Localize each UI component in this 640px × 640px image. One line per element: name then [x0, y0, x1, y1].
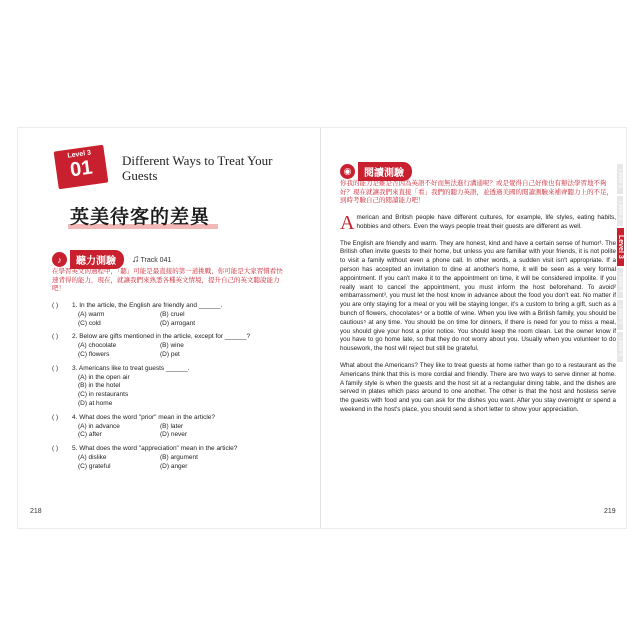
- answer-option: (C) grateful: [78, 462, 111, 470]
- level-tab[interactable]: Level 4: [617, 268, 623, 298]
- page-gutter: [320, 128, 321, 528]
- listening-heading: 聽力測驗: [70, 250, 124, 269]
- reading-section-header: [340, 162, 412, 181]
- lesson-title-en: Different Ways to Treat Your Guests: [122, 153, 273, 183]
- answer-option: (C) flowers: [78, 350, 110, 358]
- question-row: [52, 365, 282, 374]
- answer-option: (D) never: [160, 431, 188, 439]
- reading-paragraph: [340, 240, 616, 354]
- listening-instructions: 在學習英文的過程中，「聽」可能是最直接的第一道挑戰，你可能是大家習慣看快速背得的能力，現在，就讓我們來熟悉各種英文情境，提升自己的英文聽說能力吧！: [52, 268, 283, 292]
- option-list: [52, 454, 282, 472]
- level-badge: [54, 145, 109, 190]
- drop-cap: A: [340, 212, 355, 234]
- level-tab[interactable]: Level 5: [617, 300, 623, 330]
- question-text: 2. Below are gifts mentioned in the article, except for ______?: [72, 333, 251, 341]
- answer-option: (D) arrogant: [160, 319, 196, 327]
- reading-paragraph: [340, 214, 616, 232]
- answer-blank: ( ): [52, 333, 59, 341]
- listening-icon: ♪: [52, 252, 67, 267]
- question-text: 1. In the article, the English are friendly and ______.: [72, 302, 223, 309]
- track-number: Track 041: [140, 257, 172, 264]
- answer-blank: ( ): [52, 413, 59, 421]
- answer-option: (D) pet: [160, 350, 180, 358]
- lesson-title-zh: 英美待客的差異: [70, 207, 211, 228]
- question-row: [52, 414, 282, 423]
- reading-passage: [340, 214, 616, 423]
- paragraph-text: What about the Americans? They like to treat guests at home rather than go to a restaurant as the Americans think that this is more cordial and friendly. There are two ways to serve dinner at home. A family style is when the guests and the host sit at a rectangular dining table, and the dishes are served in plates which pass around to one another. The other is that the host and hostess serve the guests with food and you can ask for the dishes you want. After you stay overnight or spend a weekend in the host's place, you should send a short letter to show your appreciation.: [340, 361, 616, 413]
- level-tab[interactable]: Level 1: [617, 164, 623, 194]
- answer-option: (D) anger: [160, 462, 188, 470]
- page-number-left: 218: [30, 508, 42, 515]
- reading-icon: ◉: [340, 164, 355, 179]
- paragraph-text: The English are friendly and warm. They are honest, kind and have a certain sense of humor¹. The British often invite guests to their home, but unless you are familiar with your friends, it is not polite to visit a family without even a phone call. In other words, a sudden visit isn't appropriate. If a person has accepted an invitation to dine at another's home, it will be seen as a very formal appointment. If you can't make it to the appointment on time, it will be considered impolite. If you really want to cancel the appointment, you must inform the host beforehand. To avoid² embarrassment³, you must let the host know in advance about the food you don't eat. No matter if you are only staying for a meal or you will be staying longer, it's a custom to bring a gift, such as a bunch of flowers, chocolates⁴ or a bottle of wine. When you live with a British family, you should be cautious⁵ at any time. You should be on time for dinners, if there is need for you to miss a meal, you should give your host a prior notice. You should keep the room clean. Let the owner know if you have to go home late, so that they do not worry about you. Usually when you volunteer to do housework, the host will reject but still be grateful.: [340, 239, 616, 353]
- question-item: [52, 365, 282, 409]
- paragraph-text: merican and British people have different cultures, for example, life styles, eating habits, hobbies and others. Even the ways people treat their guests are different as well.: [356, 214, 616, 230]
- answer-option: (B) wine: [160, 342, 184, 350]
- answer-blank: ( ): [52, 302, 59, 309]
- answer-option: (A) warm: [78, 310, 105, 318]
- answer-option: (C) cold: [78, 319, 101, 327]
- option-list: [52, 374, 282, 409]
- option-list: [52, 342, 282, 360]
- reading-instructions: 你我的能力是難是否因為英語不好而無法進行溝通呢？或是覺得自己好像也有辦法學習地不夠好？現在就讓我們來直接「看」我們的聽力英語，並透過美國的閱讀測驗來補齊聽力上的不足，到時考驗自己的閱讀能力吧！: [340, 180, 613, 204]
- question-list: [52, 302, 282, 477]
- answer-option: (B) cruel: [160, 310, 185, 318]
- headphones-icon: ♫: [132, 254, 140, 265]
- track-label: [132, 254, 171, 265]
- level-tab[interactable]: Level 6: [617, 332, 623, 362]
- answer-option: (B) in the hotel: [78, 382, 121, 390]
- answer-option: (C) after: [78, 431, 102, 439]
- answer-option: (B) argument: [160, 453, 198, 461]
- listening-section-header: [52, 250, 171, 269]
- level-tab[interactable]: Level 2: [617, 196, 623, 226]
- page-number-right: 219: [604, 508, 616, 515]
- answer-option: (A) in the open air: [78, 373, 130, 381]
- level-badge-label: Level 3: [67, 149, 92, 160]
- reading-paragraph: [340, 362, 616, 415]
- answer-option: (A) in advance: [78, 422, 120, 430]
- answer-option: (A) dislike: [78, 453, 107, 461]
- question-item: [52, 414, 282, 440]
- question-row: [52, 445, 282, 454]
- option-list: [52, 423, 282, 441]
- question-text: 5. What does the word "appreciation" mean in the article?: [72, 445, 238, 453]
- question-item: [52, 302, 282, 328]
- answer-option: (D) at home: [78, 399, 113, 407]
- question-text: 3. Americans like to treat guests ______.: [72, 364, 190, 372]
- question-row: [52, 302, 282, 311]
- answer-blank: ( ): [52, 445, 59, 453]
- answer-blank: ( ): [52, 364, 59, 372]
- level-tab[interactable]: Level 3: [617, 228, 624, 266]
- answer-option: (B) later: [160, 422, 184, 430]
- question-item: [52, 445, 282, 471]
- reading-heading: 閱讀測驗: [358, 162, 412, 181]
- option-list: [52, 311, 282, 329]
- lesson-number: 01: [68, 156, 94, 182]
- question-row: [52, 333, 282, 342]
- question-text: 4. What does the word "prior" mean in the article?: [72, 413, 215, 421]
- question-item: [52, 333, 282, 359]
- answer-option: (C) in restaurants: [78, 391, 129, 399]
- answer-option: (A) chocolate: [78, 342, 117, 350]
- level-side-tabs: [617, 164, 631, 364]
